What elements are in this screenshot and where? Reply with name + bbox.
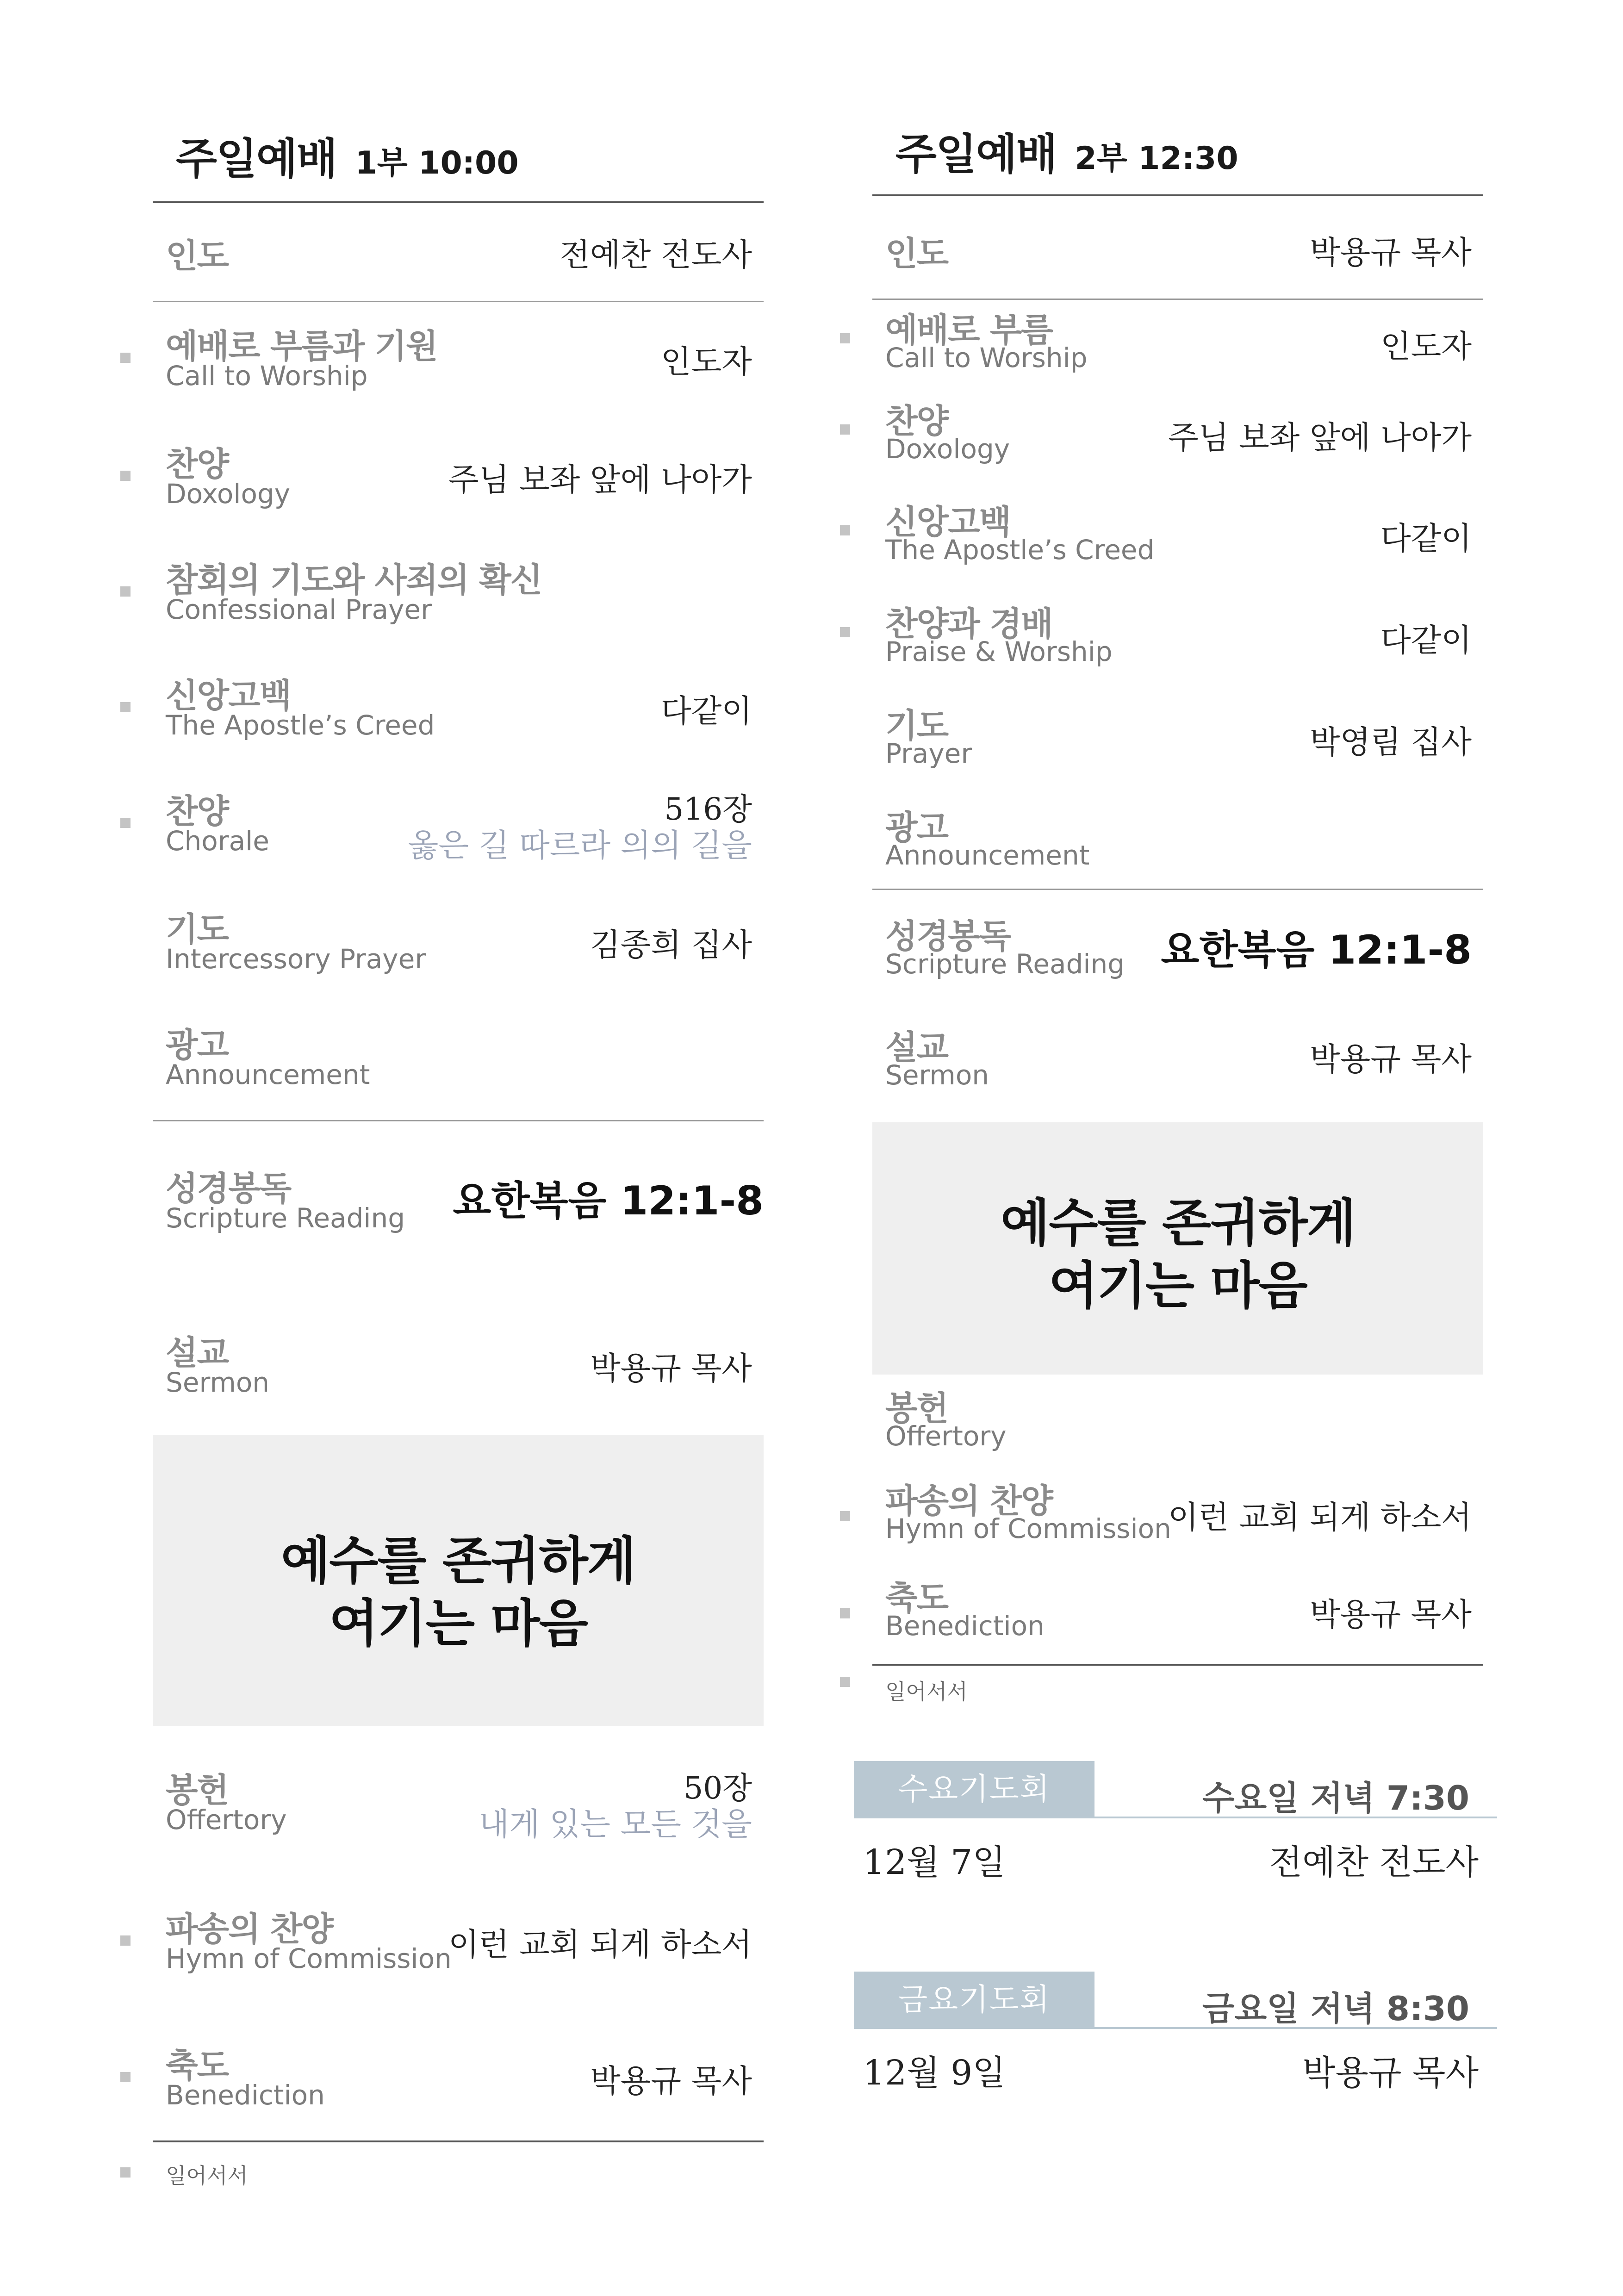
item-person: 박용규 목사 xyxy=(590,2063,752,2100)
leader-name: 전예찬 전도사 xyxy=(560,237,752,274)
wednesday-prayer-block xyxy=(854,1761,1497,1900)
prayer-time: 수요일 저녁 7:30 xyxy=(1202,1779,1469,1817)
item-subtitle: Prayer xyxy=(885,738,972,769)
item-person: 인도자 xyxy=(660,344,752,380)
service2-title xyxy=(895,120,1238,181)
item-subtitle: Call to Worship xyxy=(166,360,368,392)
item-person: 박영림 집사 xyxy=(1309,724,1472,761)
square-bullet-icon xyxy=(120,818,131,828)
square-bullet-icon xyxy=(840,424,850,435)
item-person: 주님 보좌 앞에 나아가 xyxy=(1168,420,1472,456)
item-title: 파송의 찬양 xyxy=(166,1910,333,1948)
divider xyxy=(153,201,764,203)
item-title: 찬양과 경배 xyxy=(885,604,1052,643)
leader-name: 박용규 목사 xyxy=(1309,235,1472,271)
sermon-title-line: 예수를 존귀하게 xyxy=(280,1531,636,1591)
prayer-tag: 금요기도회 xyxy=(854,1972,1094,2027)
square-bullet-icon xyxy=(120,586,131,597)
sermon-title-box xyxy=(872,1122,1483,1375)
square-bullet-icon xyxy=(840,1608,850,1618)
service1-title xyxy=(176,125,519,186)
item-subtitle: The Apostle’s Creed xyxy=(885,534,1155,566)
divider xyxy=(872,299,1483,300)
item-subtitle: Scripture Reading xyxy=(166,1202,405,1234)
hymn-title: 옳은 길 따르라 의의 길을 xyxy=(408,828,752,864)
item-title: 신앙고백 xyxy=(885,503,1011,541)
square-bullet-icon xyxy=(120,2167,131,2178)
service2-time: 2부 12:30 xyxy=(1075,140,1238,177)
item-title: 예배로 부름 xyxy=(885,311,1052,349)
scripture-reference: 요한복음 12:1-8 xyxy=(453,1178,764,1224)
item-subtitle: Chorale xyxy=(166,825,269,857)
item-person: 다같이 xyxy=(1380,622,1472,659)
prayer-leader: 전예찬 전도사 xyxy=(1269,1842,1479,1882)
divider xyxy=(153,2140,764,2142)
prayer-tag: 수요기도회 xyxy=(854,1761,1094,1817)
item-subtitle: Hymn of Commission xyxy=(166,1943,452,1974)
divider xyxy=(872,194,1483,196)
sermon-title-line: 여기는 마음 xyxy=(329,1594,587,1653)
divider xyxy=(153,1120,764,1121)
item-person: 인도자 xyxy=(1380,329,1472,365)
divider xyxy=(872,889,1483,890)
sermon-title-line: 여기는 마음 xyxy=(1049,1256,1307,1315)
item-subtitle: Doxology xyxy=(885,433,1010,465)
item-subtitle: Call to Worship xyxy=(885,342,1088,373)
divider xyxy=(872,1664,1483,1666)
service1-title-main: 주일예배 xyxy=(176,134,337,184)
item-title: 성경봉독 xyxy=(885,917,1011,956)
square-bullet-icon xyxy=(120,1935,131,1946)
item-subtitle: Praise & Worship xyxy=(885,636,1113,667)
item-title: 축도 xyxy=(166,2046,229,2085)
item-person: 이런 교회 되게 하소서 xyxy=(448,1927,752,1963)
item-person: 주님 보좌 앞에 나아가 xyxy=(448,462,752,498)
prayer-leader: 박용규 목사 xyxy=(1302,2053,1479,2093)
item-person: 박용규 목사 xyxy=(1309,1597,1472,1633)
prayer-date: 12월 9일 xyxy=(863,2053,1006,2093)
item-subtitle: Announcement xyxy=(885,840,1090,871)
item-person: 박용규 목사 xyxy=(590,1350,752,1387)
square-bullet-icon xyxy=(840,525,850,535)
item-title: 신앙고백 xyxy=(166,676,291,715)
item-subtitle: Sermon xyxy=(885,1059,989,1091)
item-title: 찬양 xyxy=(885,402,948,441)
item-title: 기도 xyxy=(885,706,948,745)
item-person: 김종희 집사 xyxy=(590,927,752,964)
item-title: 광고 xyxy=(166,1026,229,1064)
item-title: 예배로 부름과 기원 xyxy=(166,327,437,366)
item-subtitle: Offertory xyxy=(166,1804,287,1836)
item-title: 봉헌 xyxy=(885,1389,948,1428)
item-person: 이런 교회 되게 하소서 xyxy=(1168,1500,1472,1536)
stand-note: 일어서서 xyxy=(166,2163,248,2188)
leader-label: 인도 xyxy=(885,234,948,273)
item-person: 다같이 xyxy=(1380,521,1472,557)
hymn-number: 516장 xyxy=(664,791,752,827)
item-subtitle: Benediction xyxy=(166,2079,325,2111)
prayer-time: 금요일 저녁 8:30 xyxy=(1202,1989,1469,2028)
stand-note: 일어서서 xyxy=(885,1679,968,1704)
divider xyxy=(854,1817,1497,1818)
square-bullet-icon xyxy=(840,333,850,343)
square-bullet-icon xyxy=(840,627,850,637)
item-title: 광고 xyxy=(885,808,948,847)
scripture-reference: 요한복음 12:1-8 xyxy=(1161,927,1472,973)
item-title: 참회의 기도와 사죄의 확신 xyxy=(166,560,542,599)
item-subtitle: Doxology xyxy=(166,478,291,510)
item-title: 찬양 xyxy=(166,445,229,484)
item-title: 축도 xyxy=(885,1579,948,1618)
hymn-title: 내게 있는 모든 것을 xyxy=(479,1806,752,1843)
square-bullet-icon xyxy=(120,2072,131,2082)
item-subtitle: Intercessory Prayer xyxy=(166,943,426,975)
item-subtitle: Sermon xyxy=(166,1367,270,1398)
square-bullet-icon xyxy=(120,353,131,363)
square-bullet-icon xyxy=(120,702,131,712)
hymn-number: 50장 xyxy=(684,1770,752,1806)
item-title: 설교 xyxy=(166,1333,229,1372)
item-person: 박용규 목사 xyxy=(1309,1041,1472,1078)
item-subtitle: Hymn of Commission xyxy=(885,1513,1171,1544)
item-subtitle: Announcement xyxy=(166,1059,370,1090)
item-title: 성경봉독 xyxy=(166,1169,291,1208)
leader-label: 인도 xyxy=(166,236,229,275)
service1-time: 1부 10:00 xyxy=(355,145,519,181)
item-title: 파송의 찬양 xyxy=(885,1481,1052,1520)
item-title: 기도 xyxy=(166,910,229,949)
square-bullet-icon xyxy=(120,471,131,481)
sermon-title-box xyxy=(153,1435,764,1726)
item-subtitle: The Apostle’s Creed xyxy=(166,709,435,741)
square-bullet-icon xyxy=(840,1511,850,1521)
sermon-title-line: 예수를 존귀하게 xyxy=(1000,1194,1356,1253)
divider xyxy=(153,301,764,302)
friday-prayer-block xyxy=(854,1972,1497,2110)
item-subtitle: Benediction xyxy=(885,1610,1045,1642)
item-title: 봉헌 xyxy=(166,1771,229,1810)
item-title: 찬양 xyxy=(166,792,229,831)
service2-title-main: 주일예배 xyxy=(895,130,1057,179)
item-subtitle: Confessional Prayer xyxy=(166,594,432,625)
item-person: 다같이 xyxy=(660,693,752,730)
item-title: 설교 xyxy=(885,1028,948,1067)
prayer-date: 12월 7일 xyxy=(863,1842,1006,1882)
divider xyxy=(854,2027,1497,2029)
item-subtitle: Scripture Reading xyxy=(885,948,1125,980)
item-subtitle: Offertory xyxy=(885,1420,1007,1452)
square-bullet-icon xyxy=(840,1677,850,1687)
